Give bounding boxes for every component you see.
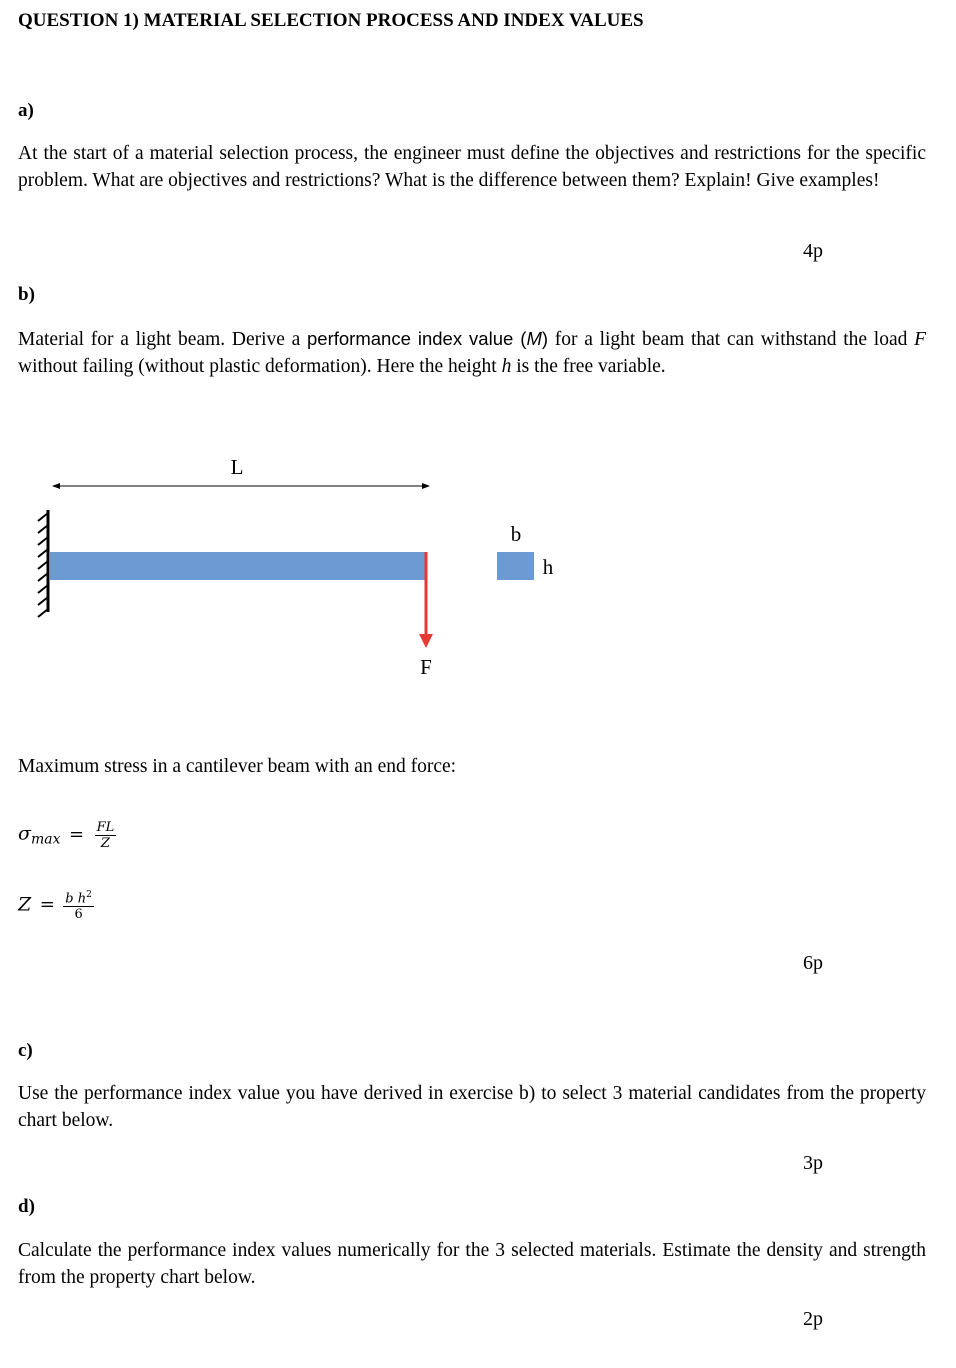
- part-a-points: 4p: [803, 240, 823, 262]
- eq2-lhs: Z: [18, 893, 32, 916]
- part-b-label: b): [18, 284, 35, 305]
- part-c-points: 3p: [803, 1152, 823, 1174]
- part-d-text: Calculate the performance index values numerically for the 3 selected materials. Estimate the density and strength from the property chart below.: [18, 1240, 926, 1288]
- part-b-text-3: without failing (without plastic deformation). Here the height: [18, 356, 502, 377]
- part-c-label: c): [18, 1040, 33, 1061]
- equation-sigma-max: [18, 820, 116, 851]
- part-a-label: a): [18, 100, 34, 121]
- part-b-text-4: is the free variable.: [511, 356, 666, 377]
- sigma-symbol: σ: [18, 822, 31, 845]
- height-label: h: [542, 555, 554, 579]
- eq2-equals: =: [39, 894, 55, 916]
- equation-section-modulus: [18, 890, 94, 922]
- part-d-label: d): [18, 1196, 35, 1217]
- length-arrowhead-right: [422, 483, 430, 489]
- cross-section: [497, 552, 534, 580]
- part-b-text-2: for a light beam that can withstand the load: [548, 329, 915, 350]
- part-a-text: At the start of a material selection process, the engineer must define the objectives and restrictions for the specific problem. What are objectives and restrictions? What is the difference between them? Explain! Give examples!: [18, 143, 926, 191]
- sigma-subscript: max: [30, 831, 61, 848]
- part-b-text-m: M: [526, 328, 542, 349]
- stress-caption: Maximum stress in a cantilever beam with an end force:: [18, 756, 457, 777]
- beam: [50, 552, 426, 580]
- width-label: b: [510, 522, 522, 546]
- eq2-fraction: [63, 890, 94, 922]
- page-title: QUESTION 1) MATERIAL SELECTION PROCESS AND INDEX VALUES: [18, 10, 644, 31]
- part-d-points: 2p: [803, 1308, 823, 1330]
- eq1-denominator: Z: [100, 836, 110, 851]
- part-b-text-h: h: [501, 356, 512, 377]
- cantilever-beam-figure: [0, 440, 620, 690]
- part-b-text-1: Material for a light beam. Derive a: [18, 329, 308, 350]
- eq1-fraction: [95, 820, 117, 851]
- force-arrowhead: [419, 634, 433, 648]
- eq1-equals: =: [69, 823, 85, 845]
- length-arrowhead-left: [52, 483, 60, 489]
- eq1-numerator: FL: [96, 820, 115, 835]
- part-b-text-sans: performance index value (: [307, 328, 527, 349]
- part-c-text: Use the performance index value you have derived in exercise b) to select 3 material candidates from the property chart below.: [18, 1083, 926, 1131]
- force-label: F: [420, 655, 432, 679]
- eq2-denominator: 6: [74, 907, 83, 923]
- part-b-text: [18, 325, 926, 380]
- part-b-text-sans2: ): [541, 328, 549, 349]
- eq2-numerator-base: b h: [65, 891, 87, 907]
- eq2-numerator: [63, 890, 94, 907]
- part-b-text-f: F: [914, 329, 926, 350]
- eq2-numerator-exponent: 2: [86, 890, 92, 900]
- length-label: L: [230, 455, 244, 479]
- part-b-points: 6p: [803, 952, 823, 974]
